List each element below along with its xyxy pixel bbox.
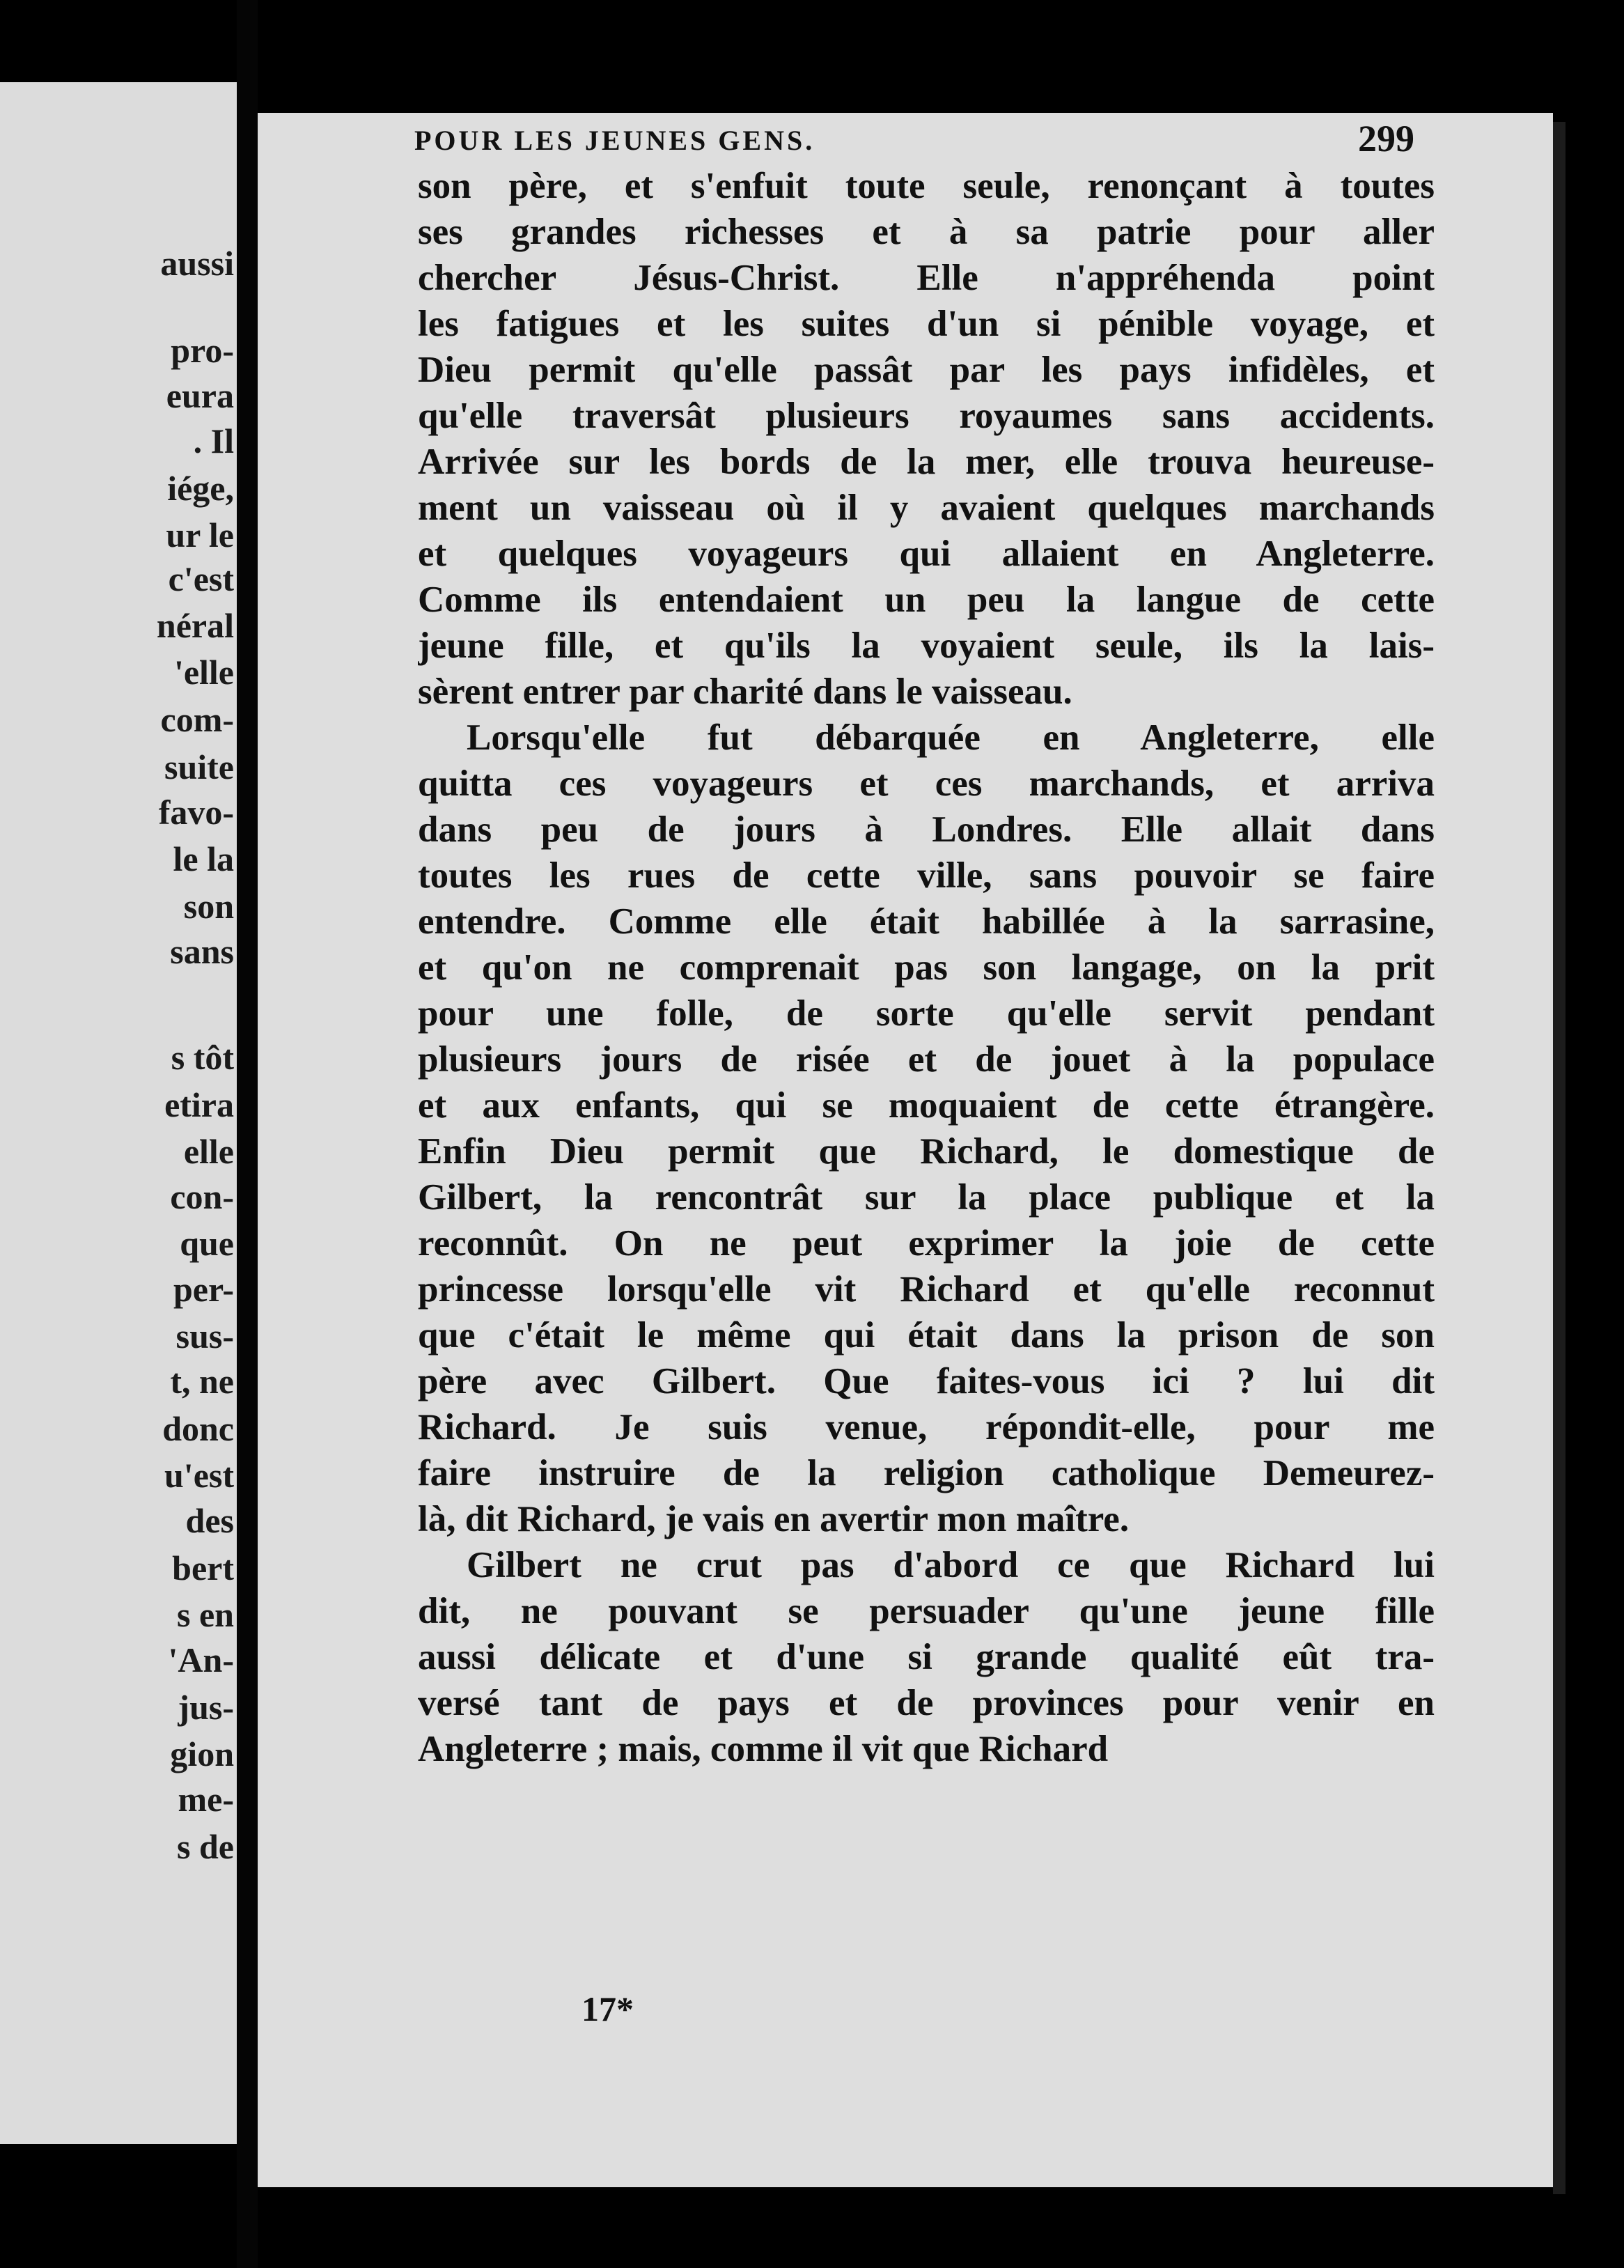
left-page-fragment: c'est bbox=[168, 559, 234, 598]
left-page-fragment: s en bbox=[177, 1595, 234, 1634]
left-page-fragment: son bbox=[183, 887, 234, 926]
text-line: Comme ils entendaient un peu la langue de cette bbox=[418, 580, 1435, 620]
left-page-fragment: le la bbox=[173, 839, 234, 878]
left-page-fragment: elle bbox=[183, 1132, 234, 1171]
text-line: dit, ne pouvant se persuader qu'une jeune fille bbox=[418, 1591, 1435, 1631]
left-page-fragment: t, ne bbox=[170, 1362, 234, 1401]
text-line: Lorsqu'elle fut débarquée en Angleterre, elle bbox=[467, 717, 1435, 758]
text-line: faire instruire de la religion catholique Demeurez- bbox=[418, 1453, 1435, 1493]
text-line: et quelques voyageurs qui allaient en Angleterre. bbox=[418, 534, 1435, 574]
left-page-fragment: con- bbox=[170, 1177, 234, 1216]
left-page-fragment: sans bbox=[170, 932, 234, 971]
text-line: Enfin Dieu permit que Richard, le domestique de bbox=[418, 1131, 1435, 1172]
left-page-fragment: gion bbox=[170, 1734, 234, 1773]
left-page-fragment: suite bbox=[164, 747, 234, 786]
text-line: versé tant de pays et de provinces pour venir en bbox=[418, 1683, 1435, 1723]
page-edge bbox=[1553, 122, 1566, 2194]
left-page-fragment: aussi bbox=[160, 244, 234, 283]
left-page-fragment: pro- bbox=[171, 331, 234, 370]
page-number: 299 bbox=[1358, 118, 1414, 160]
left-page-fragment: néral bbox=[156, 606, 234, 645]
left-page-fragment: etira bbox=[164, 1085, 234, 1124]
text-line: quitta ces voyageurs et ces marchands, et arriva bbox=[418, 763, 1435, 804]
left-page-fragment: me- bbox=[178, 1780, 234, 1819]
text-line: Gilbert ne crut pas d'abord ce que Richard lui bbox=[467, 1545, 1435, 1585]
text-line: sèrent entrer par charité dans le vaisseau. bbox=[418, 671, 1072, 712]
text-line: entendre. Comme elle était habillée à la sarrasine, bbox=[418, 901, 1435, 942]
text-line: Gilbert, la rencontrât sur la place publique et la bbox=[418, 1177, 1435, 1218]
left-page-fragment: que bbox=[180, 1224, 234, 1263]
text-line: aussi délicate et d'une si grande qualité eût tra- bbox=[418, 1637, 1435, 1677]
body-text bbox=[418, 163, 1435, 1772]
text-line: que c'était le même qui était dans la prison de son bbox=[418, 1315, 1435, 1356]
left-page-fragment: favo- bbox=[158, 793, 234, 832]
text-line: ment un vaisseau où il y avaient quelques marchands bbox=[418, 488, 1435, 528]
text-line: pour une folle, de sorte qu'elle servit pendant bbox=[418, 993, 1435, 1034]
text-line: Arrivée sur les bords de la mer, elle trouva heureuse- bbox=[418, 442, 1435, 482]
text-line: qu'elle traversât plusieurs royaumes sans accidents. bbox=[418, 396, 1435, 436]
text-line: Richard. Je suis venue, répondit-elle, pour me bbox=[418, 1407, 1435, 1447]
left-page-fragment: iége, bbox=[167, 469, 234, 508]
left-page-fragment: ur le bbox=[166, 515, 234, 554]
signature-mark: 17* bbox=[581, 1989, 634, 2028]
running-head: POUR LES JEUNES GENS. bbox=[414, 125, 815, 156]
left-page-fragment: des bbox=[185, 1501, 234, 1540]
text-line: là, dit Richard, je vais en avertir mon maître. bbox=[418, 1499, 1130, 1539]
text-line: les fatigues et les suites d'un si pénible voyage, et bbox=[418, 304, 1435, 344]
text-line: ses grandes richesses et à sa patrie pour aller bbox=[418, 212, 1435, 252]
text-line: et aux enfants, qui se moquaient de cette étrangère. bbox=[418, 1085, 1435, 1126]
book-gutter bbox=[237, 0, 258, 2268]
left-page-fragment: s tôt bbox=[171, 1038, 234, 1077]
text-line: et qu'on ne comprenait pas son langage, on la prit bbox=[418, 947, 1435, 988]
left-page-fragment: donc bbox=[162, 1409, 234, 1448]
text-line: reconnût. On ne peut exprimer la joie de cette bbox=[418, 1223, 1435, 1264]
text-line: plusieurs jours de risée et de jouet à la populace bbox=[418, 1039, 1435, 1080]
text-line: Angleterre ; mais, comme il vit que Richard bbox=[418, 1729, 1109, 1769]
text-line: jeune fille, et qu'ils la voyaient seule, ils la lais- bbox=[418, 626, 1435, 666]
left-page-fragment: s de bbox=[177, 1827, 234, 1866]
text-line: princesse lorsqu'elle vit Richard et qu'elle reconnut bbox=[418, 1269, 1435, 1310]
left-page-fragment: 'elle bbox=[173, 653, 234, 692]
text-line: père avec Gilbert. Que faites-vous ici ? lui dit bbox=[418, 1361, 1435, 1401]
left-page-fragment: jus- bbox=[178, 1688, 234, 1727]
left-page-fragment: sus- bbox=[175, 1316, 234, 1356]
text-line: dans peu de jours à Londres. Elle allait dans bbox=[418, 809, 1435, 850]
left-page-fragment: com- bbox=[160, 700, 234, 739]
left-page-fragment: . Il bbox=[193, 421, 234, 460]
left-page-fragment: u'est bbox=[164, 1456, 234, 1495]
text-line: Dieu permit qu'elle passât par les pays infidèles, et bbox=[418, 350, 1435, 390]
text-line: son père, et s'enfuit toute seule, renonçant à toutes bbox=[418, 166, 1435, 206]
left-page bbox=[0, 82, 237, 2144]
left-page-fragment: bert bbox=[172, 1548, 234, 1587]
left-page-fragment: per- bbox=[173, 1270, 234, 1309]
text-line: toutes les rues de cette ville, sans pouvoir se faire bbox=[418, 855, 1435, 896]
left-page-fragment: eura bbox=[166, 376, 234, 415]
left-page-fragment: 'An- bbox=[168, 1640, 234, 1679]
text-line: chercher Jésus-Christ. Elle n'appréhenda point bbox=[418, 258, 1435, 298]
